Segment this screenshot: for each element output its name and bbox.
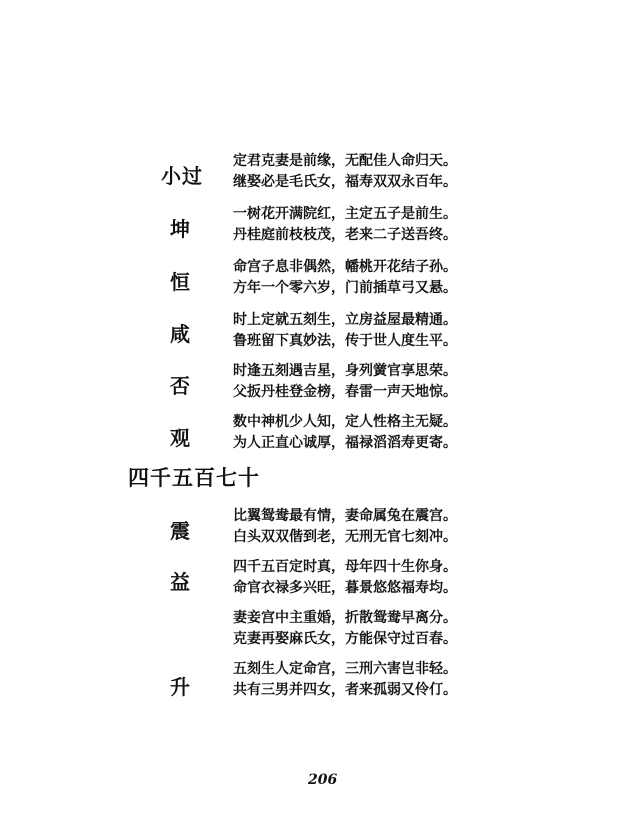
verse-8: [233, 557, 457, 599]
entry-label-4: 咸: [170, 322, 191, 346]
verse-line: 白头双双偕到老，无刑无官七刻冲。: [233, 529, 457, 545]
verse-line: 方年一个零六岁，门前插草弓又悬。: [233, 280, 457, 296]
verse-line: 一树花开满院红，主定五子是前生。: [233, 206, 457, 222]
entry-label-1: 小过: [161, 164, 203, 188]
verse-10: [233, 659, 457, 701]
verse-5: [233, 361, 457, 403]
verse-line: 丹桂庭前枝枝茂，老来二子送吾终。: [233, 227, 457, 243]
verse-line: 命官衣禄多兴旺，暮景悠悠福寿均。: [233, 580, 457, 596]
entry-label-5: 否: [170, 374, 191, 398]
section-title: 四千五百七十: [128, 465, 260, 490]
verse-line: 定君克妻是前缘，无配佳人命归天。: [233, 153, 457, 169]
verse-line: 比翼鸳鸯最有情，妻命属兔在震宫。: [233, 508, 457, 524]
entry-label-3: 恒: [170, 270, 191, 294]
entry-label-2: 坤: [170, 217, 191, 241]
verse-line: 时上定就五刻生，立房益屋最精通。: [233, 312, 457, 328]
verse-line: 五刻生人定命宫，三刑六害岂非轻。: [233, 661, 457, 677]
verse-line: 妻妾宫中主重婚，折散鸳鸯早离分。: [233, 610, 457, 626]
verse-line: 继娶必是毛氏女，福寿双双永百年。: [233, 174, 457, 190]
verse-line: 为人正直心诚厚，福禄滔滔寿更寄。: [233, 435, 457, 451]
verse-9: [233, 608, 457, 650]
page-number: 206: [308, 772, 338, 788]
verse-line: 时逢五刻遇吉星，身列黉官享思荣。: [233, 363, 457, 379]
verse-line: 命宫子息非偶然，幡桃开花结子孙。: [233, 259, 457, 275]
verse-7: [233, 506, 457, 548]
verse-line: 鲁班留下真妙法，传于世人度生平。: [233, 333, 457, 349]
verse-1: [233, 151, 457, 193]
verse-line: 克妻再娶麻氏女，方能保守过百春。: [233, 631, 457, 647]
verse-line: 父扳丹桂登金榜，春雷一声天地惊。: [233, 384, 457, 400]
verse-3: [233, 257, 457, 299]
entry-label-8: 益: [170, 570, 191, 594]
verse-line: 四千五百定时真，母年四十生你身。: [233, 559, 457, 575]
verse-2: [233, 204, 457, 246]
verse-line: 共有三男并四女，者来孤弱又伶仃。: [233, 682, 457, 698]
entry-label-7: 震: [170, 519, 191, 543]
verse-4: [233, 310, 457, 352]
entry-label-6: 观: [170, 426, 191, 450]
verse-line: 数中神机少人知，定人性格主无疑。: [233, 414, 457, 430]
entry-label-10: 升: [170, 675, 191, 699]
verse-6: [233, 412, 457, 454]
